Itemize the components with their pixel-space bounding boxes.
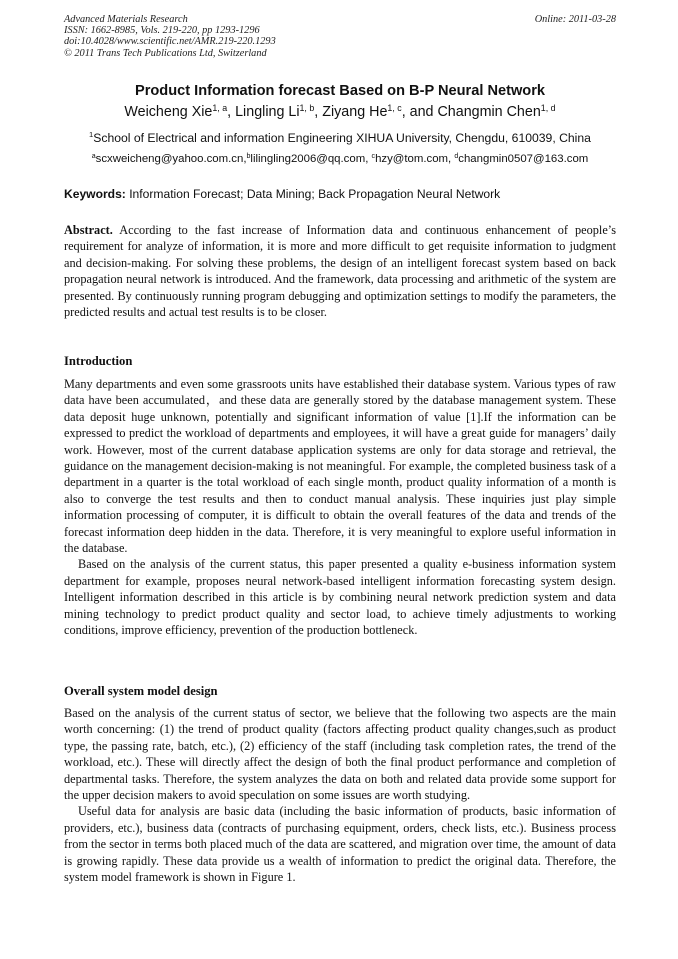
affiliation-text: School of Electrical and information Engineering XIHUA University, Chengdu, 610039, China bbox=[93, 131, 591, 145]
email-link[interactable]: lilingling2006@qq.com, bbox=[250, 153, 372, 165]
abstract-label: Abstract. bbox=[64, 223, 113, 237]
paper-title: Product Information forecast Based on B-P Neural Network bbox=[134, 83, 546, 99]
author-separator: , and bbox=[401, 104, 438, 120]
author-name: Changmin Chen bbox=[437, 104, 541, 120]
journal-name: Advanced Materials Research bbox=[64, 14, 188, 25]
author-affil-mark: 1, a bbox=[212, 102, 228, 113]
journal-header bbox=[64, 14, 616, 59]
author-separator: , bbox=[227, 104, 236, 120]
journal-doi: doi:10.4028/www.scientific.net/AMR.219-220.1293 bbox=[64, 36, 276, 48]
paragraph: Useful data for analysis are basic data (including the basic information of products, basic information of providers, etc.), business data (contracts of purchasing equipment, orders, check lists, etc.). Business process from the sector in terms both placed much of the data are scattered, and migration over time, the amount of data is growing rapidly. These data provide us a wealth of information to predict the original data. Therefore, the system model framework is shown in Figure 1. bbox=[64, 804, 616, 885]
section-heading-overall-design: Overall system model design bbox=[64, 684, 218, 698]
email-mark: c bbox=[371, 152, 376, 160]
paragraph: Based on the analysis of the current status, this paper presented a quality e-business information system department for example, proposes neural network-based intelligent information forecasting system design. Intelligent information described in this article is by combining neural network prediction system and data mining technology to predict product quality and sector load, to achieve timely adjustments to working conditions, improve efficiency, prevention of the production bottleneck. bbox=[64, 557, 616, 638]
abstract bbox=[64, 222, 616, 320]
keywords bbox=[64, 187, 616, 202]
author bbox=[437, 104, 555, 120]
introduction-body bbox=[64, 376, 616, 639]
author bbox=[235, 104, 322, 120]
email-link[interactable]: hzy@tom.com, bbox=[375, 153, 455, 165]
paragraph: Many departments and even some grassroots units have established their database system. Various types of raw data have been accumulated，and these data are generally stored by the database management system. These data deposit huge unknown, potentially and significant information of value [1].If the information can be expressed to predict the workload of departments and employees, it will have a great guide for managers’ daily work. However, most of the current database application systems are only for data storage and retrieval, the guidance on the management decision-making is not meaningful. For example, the completed business task of a department in a quarter is the total workload of each single month, product quality information of a month is also to converge the test results and then to conduct manual analysis. These inquiries just play simple information processing of computer, it is difficult to obtain the overall features of the data and trends of the forecast information deep hidden in the data. Therefore, it is very meaningful to explore useful information in the database. bbox=[64, 377, 616, 556]
online-date: Online: 2011-03-28 bbox=[534, 14, 616, 25]
author-affil-mark: 1, b bbox=[299, 102, 315, 113]
email-mark: d bbox=[454, 152, 459, 160]
author-affil-mark: 1, c bbox=[387, 102, 402, 113]
paragraph: Based on the analysis of the current status of sector, we believe that the following two aspects are the main worth concerning: (1) the trend of product quality (factors affecting product quality changes,such as product type, the passing rate, batch, etc.), (2) efficiency of the staff (including task completion rates, the trend of the workload, etc.). These will directly affect the design of both the final product performance and completion of departmental tasks. Therefore, the system analyzes the data on both and related data provide some support for the upper decision makers to avoid speculation on some issues are worth studying. bbox=[64, 706, 616, 803]
affiliation bbox=[20, 131, 660, 146]
author-name: Weicheng Xie bbox=[124, 104, 213, 120]
email-link[interactable]: scxweicheng@yahoo.com.cn, bbox=[95, 153, 247, 165]
keywords-text: Information Forecast; Data Mining; Back Propagation Neural Network bbox=[125, 187, 501, 201]
author bbox=[124, 104, 235, 120]
journal-copyright: © 2011 Trans Tech Publications Ltd, Switzerland bbox=[64, 47, 267, 59]
affiliation-mark: 1 bbox=[89, 130, 94, 140]
journal-issn: ISSN: 1662-8985, Vols. 219-220, pp 1293-1296 bbox=[64, 25, 260, 37]
abstract-text: According to the fast increase of Information data and continuous enhancement of people’s requirement for analyze of information, it is more and more difficult to get requisite information to judgment and decision-making. For solving these problems, the design of an intelligent forecast system based on back propagation neural network is introduced. And the framework, data processing and arithmetic of the system are presented. By continuously running program debugging and optimization settings to modify the parameters, the predicted results and actual test results is to be closer. bbox=[64, 223, 616, 320]
overall-design-body bbox=[64, 705, 616, 885]
author-affil-mark: 1, d bbox=[540, 102, 556, 113]
abstract-paragraph bbox=[64, 222, 616, 320]
email-list bbox=[20, 152, 660, 167]
section-heading-introduction: Introduction bbox=[64, 354, 133, 368]
email-mark: a bbox=[91, 152, 96, 160]
author-list bbox=[20, 103, 660, 122]
email-mark: b bbox=[246, 152, 251, 160]
email-link[interactable]: changmin0507@163.com bbox=[458, 153, 589, 165]
keywords-label: Keywords: bbox=[64, 187, 126, 201]
author bbox=[322, 104, 437, 120]
author-name: Ziyang He bbox=[322, 104, 388, 120]
author-separator: , bbox=[314, 104, 323, 120]
author-name: Lingling Li bbox=[235, 104, 300, 120]
